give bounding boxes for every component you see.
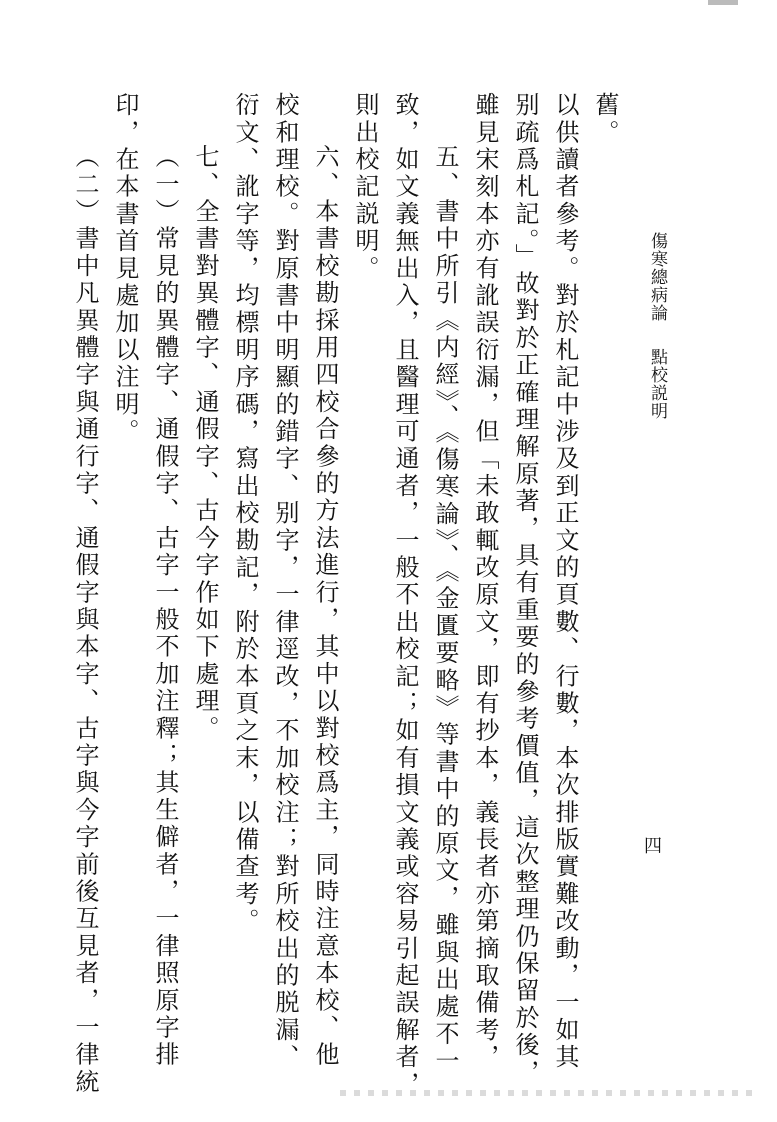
body-text [65,92,625,1099]
text-line: 七、全書對異體字、通假字、古今字作如下處理。 [191,144,219,743]
text-line: 以供讀者參考。對於札記中涉及到正文的頁數、行數，本次排版實難改動，一如其 [551,92,579,1072]
text-line: 致，如文義無出入，且醫理可通者，一般不出校記；如有損文義或容易引起誤解者， [391,92,419,1099]
section-title: 點校説明 [647,348,667,420]
text-line: 則出校記説明。 [351,92,379,283]
text-line: 六、本書校勘採用四校合參的方法進行，其中以對校爲主，同時注意本校、他 [311,144,339,1069]
text-line: 别疏爲札記。」故對於正確理解原著，具有重要的參考價值，這次整理仍保留於後， [511,92,539,1087]
book-title: 傷寒總病論 [647,232,667,322]
running-header [646,232,668,420]
text-line: 印，在本書首見處加以注明。 [111,92,139,446]
text-line: 五、書中所引《内經》、《傷寒論》、《金匱要略》等書中的原文，雖與出處不一 [431,144,459,1076]
scan-artifact [340,1090,760,1096]
text-line: 雖見宋刻本亦有訛誤衍漏，但「未敢輒改原文，即有抄本，義長者亦第摘取備考， [471,92,499,1072]
page-number: 四 [644,836,662,857]
text-line: （二）書中凡異體字與通行字、通假字與本字、古字與今字前後互見者，一律統 [71,144,99,1096]
text-line: （一）常見的異體字、通假字、古字一般不加注釋；其生僻者，一律照原字排 [151,144,179,1069]
text-line: 校和理校。對原書中明顯的錯字、别字，一律逕改，不加校注；對所校出的脱漏、 [271,92,299,1072]
text-line: 衍文、訛字等，均標明序碼，寫出校勘記，附於本頁之末，以備查考。 [231,92,259,936]
text-line: 舊。 [591,92,619,147]
scan-artifact [708,0,738,5]
